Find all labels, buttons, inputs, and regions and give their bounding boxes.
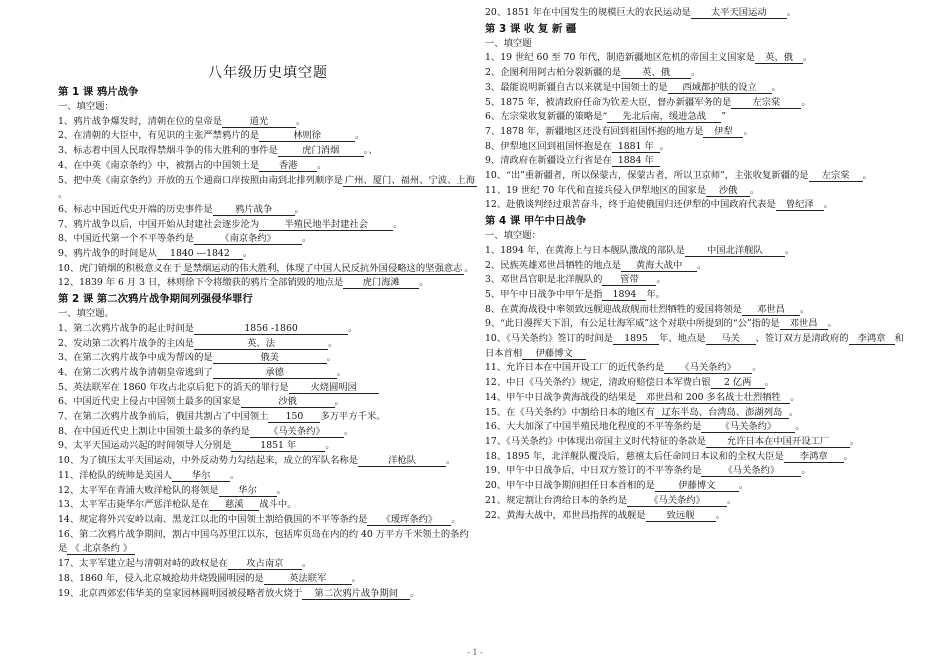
question-text-tail: 年、地点是 (659, 333, 706, 345)
question-text-tail: 。 (788, 406, 799, 418)
question-item (58, 439, 478, 454)
question-text-tail: 。 (823, 199, 834, 211)
question-text: 3、标志着中国人民取得禁烟斗争的伟大胜利的事件是 (58, 145, 278, 157)
question-text: 18、1860 年，侵入北京城抢劫并烧毁圆明园的是 (58, 572, 264, 584)
question-text-tail: 。 (464, 262, 474, 274)
question-item (58, 366, 478, 381)
question-text-tail: 。 (738, 480, 749, 492)
question-item (485, 509, 905, 524)
question-text: 3、在第二次鸦片战争中成为帮凶的是 (58, 352, 213, 364)
question-item (58, 410, 478, 425)
answer-blank: 伊藤博文 (655, 480, 739, 492)
question-text-tail: 。 (752, 362, 762, 374)
question-text-tail: 。 (325, 440, 335, 452)
question-text: 9、太平天国运动兴起的时间领导人分别是 (58, 440, 232, 452)
question-item (58, 203, 478, 218)
question-text: 2、在清朝的大臣中，有见识的主张严禁鸦片的是 (58, 130, 260, 142)
question-item (485, 110, 905, 125)
answer-blank: 虎门消烟 (278, 145, 364, 157)
question-item (485, 81, 905, 96)
question-text-tail: 。 (843, 450, 854, 462)
answer-blank: 洋枪队 (358, 455, 446, 467)
answer-blank: 允许日本在中国开设工厂 (706, 436, 850, 448)
question-item (485, 259, 905, 274)
question-text: 15、在《马关条约》中割给日本的地区有 (485, 406, 655, 418)
answer-blank: 伊藤博文 (522, 348, 586, 360)
answer-blank: 1895 (613, 333, 659, 345)
question-text-tail: 。 (786, 7, 797, 18)
question-text-tail: 多万平方千米。 (320, 411, 386, 423)
answer-blank: 1894 (602, 289, 646, 301)
question-text: 5、英法联军在 1860 年攻占北京后犯下的滔天的罪行是 (58, 381, 289, 393)
question-text: 14、规定将外兴安岭以南、黑龙江以北的中国领土割给俄国的不平等条约是 (58, 513, 368, 525)
question-text-tail: ” (721, 111, 726, 123)
section-subheading: 一、填空题 (485, 37, 532, 49)
answer-blank: 俄美 (213, 352, 327, 364)
question-text-tail: 。 (326, 352, 336, 364)
question-text-tail: 。 (850, 435, 860, 447)
answer-blank: 西域都护肤的设立 (668, 82, 772, 94)
answer-blank: 道光 (222, 116, 296, 128)
question-text-tail: 。、 (363, 145, 378, 157)
page-title: 八年级历史填空题 (208, 65, 328, 81)
question-text: 1、19 世纪 60 至 70 年代，制造新疆地区危机的帝国主义国家是 (485, 52, 756, 64)
question-item (58, 247, 478, 262)
left-column (58, 84, 478, 601)
section-subheading: 一、填空题。 (58, 308, 114, 320)
question-item (485, 450, 905, 465)
answer-blank: 《马关条约》 (250, 426, 344, 438)
question-text-tail: 。 (801, 465, 811, 477)
answer-blank: 沙俄 (706, 185, 750, 197)
question-item (485, 288, 905, 303)
answer-blank: 1851 年 (231, 440, 325, 452)
question-text: 17、《马关条约》中体现出帝国主义时代特征的条款是 (485, 435, 707, 447)
question-item (485, 96, 905, 111)
question-item (58, 232, 478, 247)
question-item (58, 159, 478, 174)
question-text: 17、太平军建立起与清朝对峙的政权是在 (58, 558, 228, 570)
question-item (58, 381, 478, 396)
question-text-tail: 。 (343, 425, 354, 437)
answer-blank: 林则徐 (259, 130, 355, 142)
answer-blank: 伊犁 (703, 126, 743, 138)
answer-blank: 1884 年 (612, 155, 660, 167)
answer-blank: 管带 (602, 274, 656, 286)
question-text: 12、中日《马关条约》规定，清政府赔偿日本军费白银 (485, 377, 711, 389)
question-item (485, 332, 905, 361)
question-item (485, 198, 905, 213)
question-text: 22、黄海大战中，邓世昌指挥的战舰是 (485, 509, 646, 521)
question-item (58, 513, 478, 528)
question-text-tail: 。 (451, 513, 461, 525)
question-text-tail: 。 (771, 81, 781, 93)
question-item (485, 140, 905, 155)
question-text-tail: 。 (659, 140, 670, 152)
question-text: 12、太平军在青浦大败洋枪队的将领是 (58, 484, 219, 496)
question-item (485, 6, 905, 21)
question-text-tail: 、签订双方是清政府的 (755, 333, 849, 345)
question-item (58, 115, 478, 130)
answer-blank: 华尔 (219, 485, 277, 497)
answer-blank: 第二次鸦片战争期间 (302, 588, 410, 600)
question-item (58, 454, 478, 469)
question-item (485, 420, 905, 435)
question-text-tail: 。 (697, 259, 707, 271)
question-text: 18、1895 年，北洋舰队覆没后，慈禧太后任命同日本议和的全权大臣是 (485, 450, 784, 462)
question-text-tail: 。 (743, 125, 753, 137)
question-item (485, 435, 905, 450)
question-item (485, 169, 905, 184)
question-item (58, 174, 478, 203)
question-text: 5、把中英《南京条约》开放的五个通商口岸按照由南到北排列顺序是 (58, 174, 343, 186)
question-text: 11、19 世纪 70 年代和直接兵侵入伊犁地区的国家是 (485, 184, 706, 196)
question-text: 1、鸦片战争爆发时，清朝在位的皇帝是 (58, 115, 222, 127)
question-text: 20、1851 年在中国发生的规模巨大的农民运动是 (485, 7, 691, 18)
answer-blank: 1881 年 (612, 141, 660, 153)
answer-blank: 英、法 (194, 338, 328, 350)
answer-blank: 先北后南，缓进急战 (607, 111, 721, 123)
question-text: 2、发动第二次鸦片战争的主凶是 (58, 337, 195, 349)
answer-blank: 150 (268, 411, 320, 423)
question-text-tail: 。 (862, 170, 872, 182)
question-text-tail: 。 (295, 115, 306, 127)
question-text: 7、1878 年，新疆地区还没有回到祖国怀抱的地方是 (485, 125, 704, 137)
section-subheading: 一、填空题： (485, 230, 541, 242)
question-text: 6、标志中国近代史开端的历史事件是 (58, 203, 213, 215)
question-text-tail: 。 (276, 484, 286, 496)
question-item (58, 337, 478, 352)
answer-blank: 2 亿两 (711, 377, 765, 389)
question-text-tail: 。 (58, 189, 68, 201)
question-item (485, 317, 905, 332)
question-text-tail: 。 (334, 396, 344, 408)
question-text: 7、鸦片战争以后，中国开始从封建社会逐步沦为 (58, 218, 260, 230)
question-text-tail: 。 (351, 572, 362, 584)
question-text-tail: 。 (242, 248, 253, 260)
answer-blank: 马关 (706, 333, 756, 345)
section-subheading: 一、填空题： (58, 101, 114, 112)
question-text: 2、企图利用阿古柏分裂新疆的是 (485, 67, 622, 79)
question-item (58, 469, 478, 484)
answer-blank: 是禁烟运动的伟大胜利，体现了中国人民反抗外国侵略这的坚强意志 (183, 262, 463, 274)
question-text: 1、第二次鸦片战争的起止时间是 (58, 322, 195, 334)
answer-blank: 邓世昌 (742, 304, 800, 316)
answer-blank: 李鸿章 (784, 451, 844, 463)
question-text-tail: 。 (348, 322, 358, 334)
question-item (58, 557, 478, 572)
question-text: 7、在第二次鸦片战争前后，俄国共割占了中国领土 (58, 411, 269, 423)
question-item (485, 154, 905, 169)
question-item (485, 273, 905, 288)
question-item (485, 184, 905, 199)
question-item (485, 66, 905, 81)
question-text-tail: 。 (410, 587, 420, 599)
question-text: 13、太平军击毙华尔严惩洋枪队是在 (58, 499, 210, 511)
question-item (485, 125, 905, 140)
question-item (58, 572, 478, 587)
question-item (58, 395, 478, 410)
question-text-tail: 年。 (646, 288, 666, 300)
question-text-tail: 战斗中。 (259, 499, 297, 511)
answer-blank: 沙俄 (241, 396, 335, 408)
answer-blank: 1856 -1860 (194, 323, 348, 335)
question-text: 10、《马关条约》签订的时间是 (485, 333, 614, 345)
page-number: - 1 - (467, 648, 483, 657)
question-item (485, 244, 905, 259)
question-text-tail: 。 (302, 233, 312, 245)
question-text: 5、1875 年，被清政府任命为钦差大臣，督办新疆军务的是 (485, 96, 732, 108)
answer-blank: 中国北洋舰队 (685, 245, 785, 257)
question-text: 3、最能说明新疆自古以来就是中国领土的是 (485, 81, 668, 93)
question-text-tail: 。 (727, 494, 737, 506)
question-item (485, 376, 905, 391)
question-text: 5、甲午中日战争中甲午是指 (485, 288, 603, 300)
answer-blank: 辽东半岛、台湾岛、澎湖列岛 (655, 407, 789, 419)
question-item (485, 406, 905, 421)
answer-blank: 《南京条约》 (194, 233, 302, 245)
answer-blank: 《马关条约》 (627, 495, 727, 507)
question-item (485, 303, 905, 318)
answer-blank: 李鸿章 (849, 333, 895, 345)
answer-blank: 广州、厦门、福州、宁波、上海 (344, 174, 475, 186)
answer-blank: 《瑷珲条约》 (367, 514, 451, 526)
answer-blank: 邓世昌和 200 多名战士壮烈牺牲 (636, 392, 790, 404)
question-text: 21、规定割让台湾给日本的条约是 (485, 494, 627, 506)
answer-blank: 左宗棠 (731, 97, 801, 109)
question-item (58, 351, 478, 366)
question-item (58, 129, 478, 144)
question-item (58, 322, 478, 337)
question-text-tail: 。 (790, 391, 800, 403)
lesson-heading: 第 2 课 第二次鸦片战争期间列强侵华罪行 (58, 293, 253, 306)
lesson-heading: 第 4 课 甲午中日战争 (485, 215, 587, 228)
question-item (485, 479, 905, 494)
answer-blank: 攻占南京 (228, 558, 302, 570)
question-text: 10、为了镇压太平天国运动，中外反动势力勾结起来，成立的军队名称是 (58, 455, 359, 467)
question-text: 6、中国近代史上侵占中国领土最多的国家是 (58, 396, 241, 408)
question-text-tail: 。 (656, 274, 666, 286)
answer-blank: 1840 ---1842 (157, 248, 243, 260)
answer-blank: 英法联军 (264, 573, 352, 585)
question-text-tail: 。 (795, 421, 805, 433)
question-text-tail: 。 (764, 377, 774, 389)
question-item (485, 361, 905, 376)
question-text: 4、在中英《南京条约》中，被割占的中国领土是 (58, 159, 260, 171)
lesson-heading: 第 3 课 收 复 新 疆 (485, 22, 577, 35)
lesson-heading: 第 1 课 鸦片战争 (58, 86, 139, 98)
question-item (485, 391, 905, 406)
question-text: 2、民族英雄邓世昌牺牲的地点是 (485, 259, 622, 271)
answer-blank: 《马关条约》 (701, 421, 795, 433)
question-text-tail: 。 (336, 366, 346, 378)
question-text-tail: 。 (691, 67, 701, 79)
question-text: 4、在第二次鸦片战争清朝皇帝逃到了 (58, 366, 213, 378)
answer-blank: 虎门海滩 (343, 277, 419, 289)
question-text-tail: 。 (801, 96, 811, 108)
question-item (58, 528, 478, 557)
question-text: 9、清政府在新疆设立行省是在 (485, 155, 612, 167)
question-text: 16、大大加深了中国半殖民地化程度的不平等条约是 (485, 421, 702, 433)
question-item (58, 587, 478, 602)
question-text: 9、鸦片战争的时间是从 (58, 248, 157, 260)
question-text: 12、1839 年 6 月 3 日，林则徐下令将缴获的鸦片全部销毁的地点是 (58, 277, 344, 289)
question-text: 1、1894 年，在黄海上与日本舰队激战的部队是 (485, 244, 685, 256)
question-text: 11、洋枪队的统帅是美国人 (58, 469, 173, 481)
answer-blank: 左宗棠 (809, 170, 863, 182)
question-text-tail: 。 (803, 52, 813, 64)
question-text-tail: 。 (355, 130, 365, 142)
question-text: 20、甲午中日战争期间担任日本首相的是 (485, 480, 655, 492)
right-column (485, 6, 905, 523)
question-text: 12、赴俄谈判经过艰苦奋斗，终于迫使俄国归还伊犁的中国政府代表是 (485, 199, 776, 211)
question-item (58, 484, 478, 499)
question-text: 19、北京西郊宏伟华美的皇家园林圆明园被侵略者放火烧于 (58, 587, 303, 599)
question-item (485, 464, 905, 479)
question-text: 16、第二次鸦片战争期间，割占中国乌苏里江以东，包括库页岛在内的约 40 万平方千米领土的条约是 (58, 528, 469, 555)
answer-blank: 太平天国运动 (691, 7, 787, 19)
answer-blank: 火烧圆明园 (289, 382, 379, 394)
answer-blank: 黄海大战中 (621, 260, 697, 272)
question-text: 6、左宗棠收复新疆的策略是“ (485, 111, 608, 123)
question-text: 14、甲午中日战争黄海战役的结果是 (485, 391, 637, 403)
answer-blank: 曾纪泽 (776, 199, 824, 211)
question-text: 8、在中国近代史上割让中国领土最多的条约是 (58, 425, 250, 437)
question-item (485, 51, 905, 66)
answer-blank: 承德 (213, 367, 337, 379)
question-text: 3、邓世昌官职是北洋舰队的 (485, 274, 603, 286)
question-text: 9、“此日漫挥天下泪，有公足壮海军威”这个对联中所提到的“公”指的是 (485, 318, 780, 330)
question-text-tail: 。 (446, 455, 456, 467)
answer-blank: 致远舰 (646, 510, 716, 522)
question-item (485, 494, 905, 509)
answer-blank: 慈溪 (209, 499, 259, 511)
question-item (58, 498, 478, 513)
question-text: 10、虎门销烟的积极意义在于 (58, 262, 182, 274)
question-text-tail: 和日本首相 (485, 333, 904, 359)
question-text: 8、中国近代第一个不平等条约是 (58, 233, 195, 245)
question-text-tail: 。 (317, 159, 327, 171)
question-text-tail: 。 (750, 184, 760, 196)
question-item (58, 262, 478, 277)
question-text-tail: 。 (230, 469, 240, 481)
answer-blank: 《马关条约》 (664, 362, 752, 374)
answer-blank: 香港 (259, 160, 317, 172)
question-text-tail: 。 (419, 277, 429, 289)
question-text: 8、伊犁地区回到祖国怀抱是在 (485, 140, 612, 152)
question-text: 19、甲午中日战争后，中日双方签订的不平等条约是 (485, 465, 702, 477)
question-text-tail: 。 (393, 218, 403, 230)
question-text: 11、允许日本在中国开设工厂的近代条约是 (485, 362, 665, 374)
question-item (58, 425, 478, 440)
answer-blank: 华尔 (172, 470, 230, 482)
question-text-tail: 。 (715, 509, 725, 521)
question-text-tail: 。 (799, 303, 810, 315)
question-item (58, 218, 478, 233)
answer-blank: 《 北京条约 》 (67, 543, 135, 555)
question-text-tail: 。 (328, 337, 338, 349)
question-item (58, 144, 478, 159)
question-item (58, 276, 478, 291)
answer-blank: 鸦片战争 (213, 204, 295, 216)
answer-blank: 半殖民地半封建社会 (259, 219, 393, 231)
question-text-tail: 。 (784, 244, 795, 256)
answer-blank: 《马关条约》 (701, 465, 801, 477)
question-text-tail: 。 (301, 558, 312, 570)
answer-blank: 英、俄 (755, 52, 803, 64)
answer-blank: 英、俄 (621, 67, 691, 79)
question-text-tail: 。 (827, 318, 837, 330)
question-text: 8、在黄海战役中率领致远舰迎战敌舰而壮烈牺牲的爱国将领是 (485, 303, 742, 315)
question-text-tail: 。 (294, 203, 304, 215)
question-text: 10、“出”重新疆者，所以保蒙古，保蒙古者，所以卫京师”，主张收复新疆的是 (485, 170, 809, 182)
answer-blank: 邓世昌 (780, 318, 828, 330)
